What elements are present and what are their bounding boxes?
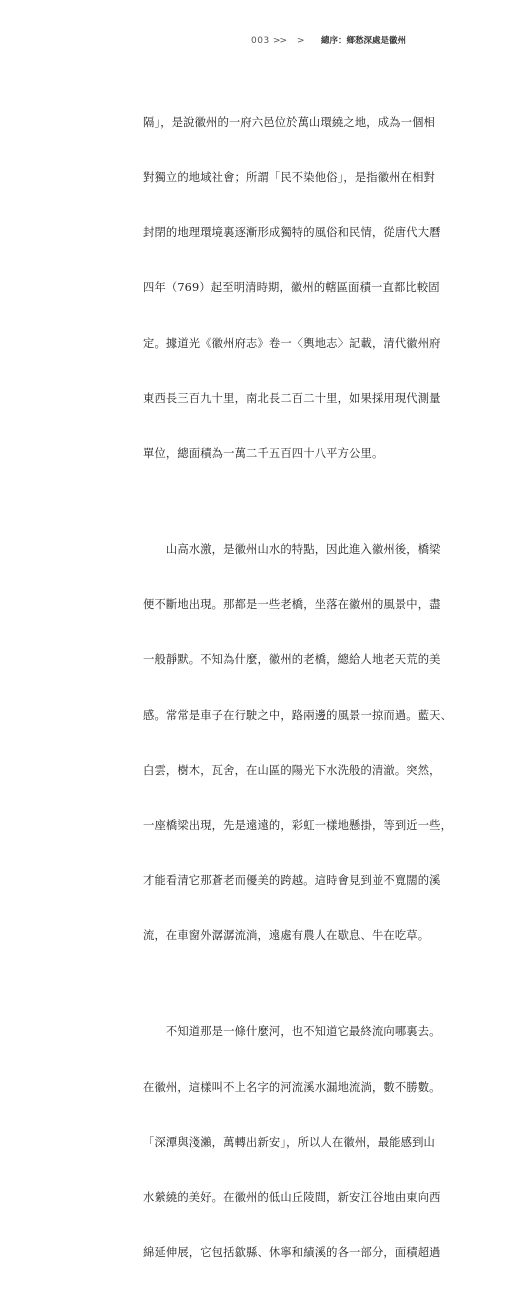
- text-line: 在徽州，這樣叫不上名字的河流溪水漏地流淌，數不勝數。: [143, 1080, 441, 1094]
- paragraph-3: [143, 987, 441, 1300]
- body-text: [143, 77, 453, 1300]
- paragraph-2: [143, 504, 453, 982]
- text-line: 白雲，樹木，瓦舍，在山區的陽光下水洗般的清澈。突然，: [143, 763, 441, 777]
- text-line: 感。常常是車子在行駛之中，路兩邊的風景一掠而過。藍天、: [143, 708, 453, 722]
- text-line: 便不斷地出現。那都是一些老橋，坐落在徽州的風景中，盡: [143, 598, 441, 612]
- text-line: 「深潭與淺瀨，萬轉出新安」，所以人在徽州，最能感到山: [143, 1135, 435, 1149]
- chapter-title: 總序：鄉愁深處是徽州: [321, 36, 407, 46]
- paragraph-1: [143, 77, 441, 500]
- text-line: 才能看清它那蒼老而優美的跨越。這時會見到並不寬闊的溪: [143, 874, 441, 888]
- page-header: [0, 34, 520, 50]
- text-line: 單位，總面積為一萬二千五百四十八平方公里。: [143, 447, 384, 461]
- text-line: 東西長三百九十里，南北長二百二十里，如果採用現代測量: [143, 391, 441, 405]
- text-line: 綿延伸展，它包括歙縣、休寧和績溪的各一部分，面積超過: [143, 1246, 441, 1260]
- text-line: 山高水激，是徽州山水的特點，因此進入徽州後，橋梁: [143, 543, 441, 557]
- previous-page-button[interactable]: >>: [273, 36, 287, 46]
- text-line: 四年（769）起至明清時期，徽州的轄區面積一直都比較固: [143, 281, 440, 295]
- next-page-button[interactable]: >: [297, 36, 305, 46]
- text-line: 不知道那是一條什麼河，也不知道它最終流向哪裏去。: [143, 1025, 441, 1039]
- page-number: 003: [251, 36, 270, 46]
- text-line: 隔」，是說徽州的一府六邑位於萬山環繞之地，成為一個相: [143, 115, 435, 129]
- text-line: 對獨立的地域社會；所謂「民不染他俗」，是指徽州在相對: [143, 171, 435, 185]
- text-line: 流，在車窗外潺潺流淌，遠處有農人在歇息、牛在吃草。: [143, 929, 430, 943]
- text-line: 水縈繞的美好。在徽州的低山丘陵間，新安江谷地由東向西: [143, 1191, 441, 1205]
- text-line: 封閉的地理環境裏逐漸形成獨特的風俗和民情，從唐代大曆: [143, 226, 441, 240]
- text-line: 定。據道光《徽州府志》卷一〈輿地志〉記載，清代徽州府: [143, 336, 441, 350]
- text-line: 一座橋梁出現，先是遠遠的，彩虹一樣地懸掛，等到近一些，: [143, 819, 453, 833]
- text-line: 一般靜默。不知為什麼，徽州的老橋，總給人地老天荒的美: [143, 653, 441, 667]
